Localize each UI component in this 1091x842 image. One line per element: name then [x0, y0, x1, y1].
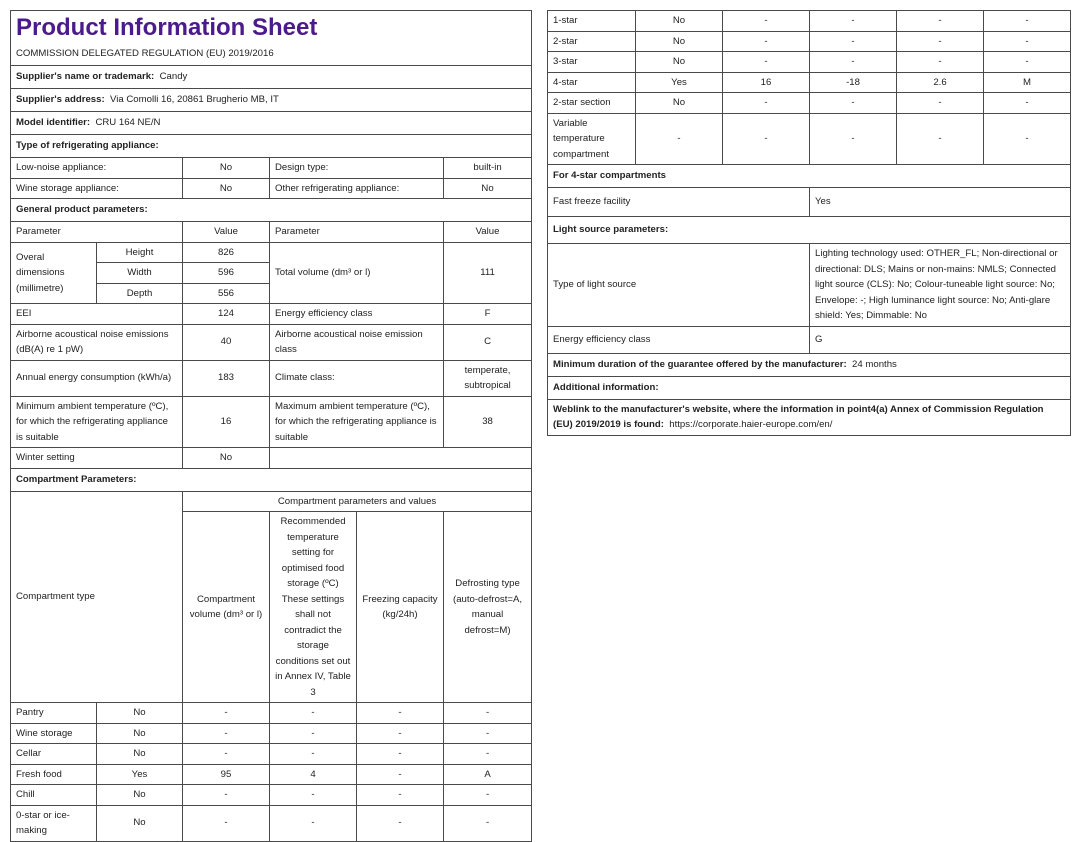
model-label: Model identifier:: [16, 117, 91, 129]
light-heading: Light source parameters:: [548, 217, 1071, 244]
empty-cell: [270, 448, 532, 469]
depth-label: Depth: [97, 283, 183, 304]
weblink-label: Weblink to the manufacturer's website, where the information in point4(a) Annex of Commission Regulation (EU) 2019/2019 is found:: [553, 403, 1044, 430]
type-label: Low-noise appliance:: [11, 158, 183, 179]
compartment-present: No: [97, 785, 183, 806]
compartment-temperature: -: [270, 785, 357, 806]
supplier-name: Candy: [159, 71, 188, 83]
table-row: [11, 744, 532, 765]
regulation-text: COMMISSION DELEGATED REGULATION (EU) 2019/2016: [11, 43, 532, 66]
compartment-present: No: [97, 805, 183, 841]
type-value: No: [183, 158, 270, 179]
dimensions-label: Overal dimensions (millimetre): [11, 242, 97, 304]
table-row: [11, 703, 532, 724]
param-value: F: [444, 304, 532, 325]
compartment-freezing: -: [357, 764, 444, 785]
compartment-present: No: [636, 31, 723, 52]
light-class-value: G: [810, 326, 1071, 353]
width-label: Width: [97, 263, 183, 284]
type-label: Design type:: [270, 158, 444, 179]
compartment-defrost: -: [984, 52, 1071, 73]
compartment-freezing: -: [897, 52, 984, 73]
compartment-freezing: -: [897, 11, 984, 32]
column-header: Value: [183, 222, 270, 243]
compartment-temperature: -: [270, 805, 357, 841]
compartment-temperature: -: [270, 723, 357, 744]
compartment-present: No: [636, 11, 723, 32]
model-identifier: CRU 164 NE/N: [95, 117, 161, 129]
compartment-defrost: -: [984, 11, 1071, 32]
compartment-defrost: -: [444, 723, 532, 744]
compartment-freezing: -: [897, 31, 984, 52]
compartment-defrost: -: [984, 113, 1071, 165]
fast-freeze-value: Yes: [810, 188, 1071, 217]
volume-header: Compartment volume (dm³ or l): [183, 512, 270, 703]
depth-value: 556: [183, 283, 270, 304]
compartment-defrost: A: [444, 764, 532, 785]
compartment-volume: -: [723, 52, 810, 73]
compartment-name: 4-star: [548, 72, 636, 93]
compartment-freezing: -: [357, 723, 444, 744]
compartment-name: 2-star: [548, 31, 636, 52]
column-header: Parameter: [11, 222, 183, 243]
compartment-freezing: -: [357, 744, 444, 765]
general-heading: General product parameters:: [11, 199, 532, 222]
table-row: [548, 113, 1071, 165]
param-label: Energy efficiency class: [270, 304, 444, 325]
temperature-header: Recommended temperature setting for optimised food storage (ºC) These settings shall not contradict the storage conditions set out in Annex IV, Table 3: [270, 512, 357, 703]
page-title: Product Information Sheet: [11, 11, 532, 44]
compartment-defrost: -: [984, 31, 1071, 52]
total-volume-value: 111: [444, 242, 532, 304]
light-type-label: Type of light source: [548, 244, 810, 327]
compartment-present: No: [636, 52, 723, 73]
compartment-defrost: -: [444, 805, 532, 841]
compartment-freezing: -: [897, 93, 984, 114]
compartment-present: -: [636, 113, 723, 165]
defrost-header: Defrosting type (auto-defrost=A, manual defrost=M): [444, 512, 532, 703]
light-class-label: Energy efficiency class: [548, 326, 810, 353]
param-label: Annual energy consumption (kWh/a): [11, 360, 183, 396]
param-value: 40: [183, 324, 270, 360]
param-label: Maximum ambient temperature (ºC), for which the refrigerating appliance is suitable: [270, 396, 444, 448]
compartment-present: No: [97, 744, 183, 765]
param-label: Climate class:: [270, 360, 444, 396]
table-row: [11, 723, 532, 744]
column-header: Parameter: [270, 222, 444, 243]
total-volume-label: Total volume (dm³ or l): [270, 242, 444, 304]
compartment-present: No: [97, 703, 183, 724]
additional-info-heading: Additional information:: [548, 376, 1071, 399]
supplier-name-row: [11, 66, 532, 89]
compartment-volume: 95: [183, 764, 270, 785]
compartment-name: Pantry: [11, 703, 97, 724]
compartment-defrost: -: [444, 744, 532, 765]
param-value: C: [444, 324, 532, 360]
table-row: [11, 764, 532, 785]
compartment-present: No: [636, 93, 723, 114]
compartment-volume: -: [723, 31, 810, 52]
compartment-temperature: -: [810, 113, 897, 165]
compartment-freezing: -: [357, 703, 444, 724]
compartment-volume: -: [723, 93, 810, 114]
fast-freeze-label: Fast freeze facility: [548, 188, 810, 217]
param-label: Minimum ambient temperature (ºC), for which the refrigerating appliance is suitable: [11, 396, 183, 448]
compartment-temperature: -: [810, 93, 897, 114]
compartment-defrost: -: [444, 785, 532, 806]
winter-setting-label: Winter setting: [11, 448, 183, 469]
type-heading: Type of refrigerating appliance:: [11, 135, 532, 158]
compartment-present: Yes: [97, 764, 183, 785]
compartment-temperature: -: [270, 744, 357, 765]
table-row: [548, 11, 1071, 32]
type-label: Other refrigerating appliance:: [270, 178, 444, 199]
compartment-freezing: -: [897, 113, 984, 165]
guarantee-value: 24 months: [852, 358, 897, 370]
compartment-name: 0-star or ice-making: [11, 805, 97, 841]
param-label: Airborne acoustical noise emission class: [270, 324, 444, 360]
param-value: 16: [183, 396, 270, 448]
table-row: [548, 31, 1071, 52]
compartment-temperature: -: [810, 11, 897, 32]
supplier-name-label: Supplier's name or trademark:: [16, 71, 155, 83]
compartment-freezing: -: [357, 785, 444, 806]
compartment-name: 3-star: [548, 52, 636, 73]
compartment-name: Variable temperature compartment: [548, 113, 636, 165]
compartment-volume: -: [183, 723, 270, 744]
weblink-url[interactable]: https://corporate.haier-europe.com/en/: [669, 419, 833, 430]
compartment-defrost: -: [444, 703, 532, 724]
compartment-volume: -: [183, 805, 270, 841]
compartment-temperature: -: [810, 52, 897, 73]
compartment-volume: -: [723, 113, 810, 165]
compartment-volume: 16: [723, 72, 810, 93]
compartment-present: No: [97, 723, 183, 744]
type-value: No: [444, 178, 532, 199]
compartment-defrost: M: [984, 72, 1071, 93]
supplier-address-label: Supplier's address:: [16, 94, 105, 106]
compartment-name: Chill: [11, 785, 97, 806]
compartment-type-header: Compartment type: [11, 491, 183, 703]
compartment-name: Fresh food: [11, 764, 97, 785]
param-value: 124: [183, 304, 270, 325]
freezing-header: Freezing capacity (kg/24h): [357, 512, 444, 703]
height-value: 826: [183, 242, 270, 263]
column-header: Value: [444, 222, 532, 243]
supplier-address-row: [11, 89, 532, 112]
supplier-address: Via Comolli 16, 20861 Brugherio MB, IT: [110, 94, 279, 106]
compartment-defrost: -: [984, 93, 1071, 114]
width-value: 596: [183, 263, 270, 284]
compartment-volume: -: [183, 744, 270, 765]
compartment-group-header: Compartment parameters and values: [183, 491, 532, 512]
table-row: [11, 785, 532, 806]
weblink-row: [548, 399, 1071, 435]
height-label: Height: [97, 242, 183, 263]
param-label: EEI: [11, 304, 183, 325]
param-label: Airborne acoustical noise emissions (dB(A) re 1 pW): [11, 324, 183, 360]
guarantee-row: [548, 353, 1071, 376]
guarantee-label: Minimum duration of the guarantee offered by the manufacturer:: [553, 358, 847, 370]
model-row: [11, 112, 532, 135]
compartment-name: Wine storage: [11, 723, 97, 744]
compartment-temperature: 4: [270, 764, 357, 785]
compartment-volume: -: [183, 785, 270, 806]
winter-setting-value: No: [183, 448, 270, 469]
table-row: [548, 52, 1071, 73]
compartment-freezing: 2.6: [897, 72, 984, 93]
table-row: [548, 72, 1071, 93]
compartment-volume: -: [723, 11, 810, 32]
type-label: Wine storage appliance:: [11, 178, 183, 199]
param-value: 183: [183, 360, 270, 396]
type-value: No: [183, 178, 270, 199]
compartment-volume: -: [183, 703, 270, 724]
light-type-value: Lighting technology used: OTHER_FL; Non-directional or directional: DLS; Mains or non-mains: NMLS; Connected light source (CLS): No; Colour-tuneable light source: No; Envelope: -; High luminance light source: No; Anti-glare shield: Yes; Dimmable: No: [810, 244, 1071, 327]
compartment-name: 2-star section: [548, 93, 636, 114]
compartment-freezing: -: [357, 805, 444, 841]
compartment-present: Yes: [636, 72, 723, 93]
compartment-temperature: -: [810, 31, 897, 52]
compartment-heading: Compartment Parameters:: [11, 468, 532, 491]
type-value: built-in: [444, 158, 532, 179]
param-value: 38: [444, 396, 532, 448]
compartment-temperature: -18: [810, 72, 897, 93]
product-info-left-table: [10, 10, 532, 842]
compartment-name: Cellar: [11, 744, 97, 765]
table-row: [548, 93, 1071, 114]
param-value: temperate, subtropical: [444, 360, 532, 396]
compartment-temperature: -: [270, 703, 357, 724]
four-star-heading: For 4-star compartments: [548, 165, 1071, 188]
compartment-name: 1-star: [548, 11, 636, 32]
product-info-right-table: [547, 10, 1071, 436]
